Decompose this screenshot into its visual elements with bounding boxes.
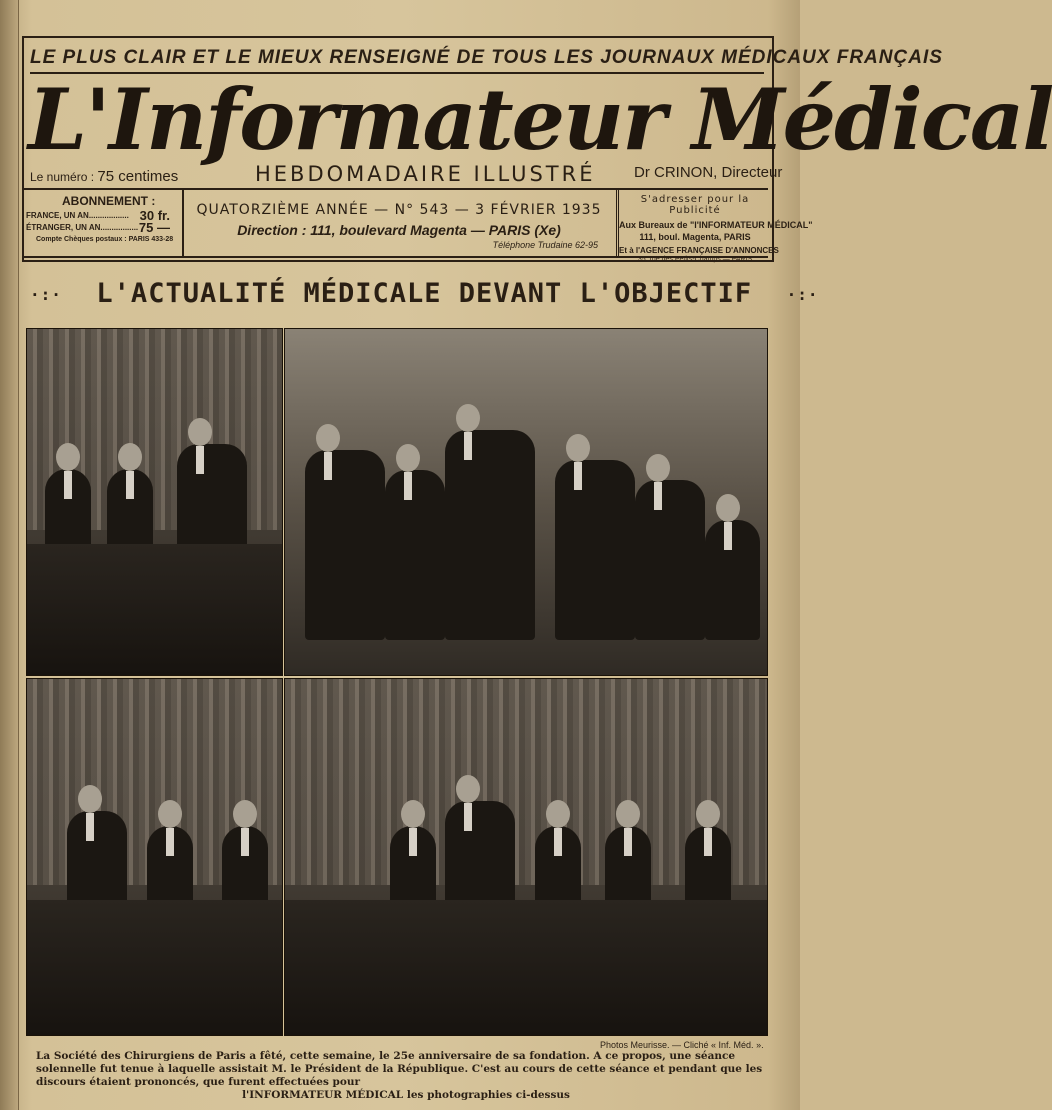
- price-value: 75 centimes: [97, 168, 179, 185]
- standing-figure: [705, 520, 760, 640]
- standing-figure: [305, 450, 385, 640]
- masthead-subtitle: HEBDOMADAIRE ILLUSTRÉ: [255, 162, 596, 186]
- advertising-line: 35, rue des Petits-Champs — PARIS: [637, 256, 753, 263]
- draped-table: [27, 900, 282, 1035]
- headline-text: L'ACTUALITÉ MÉDICALE DEVANT L'OBJECTIF: [96, 278, 753, 309]
- draped-table: [27, 544, 282, 675]
- subscription-title: ABONNEMENT :: [62, 194, 156, 208]
- photo-speech-at-table: [284, 678, 768, 1036]
- advertising-line: S'adresser pour la Publicité: [640, 194, 750, 216]
- photo-president-standing: [284, 328, 768, 676]
- masthead-slogan: LE PLUS CLAIR ET LE MIEUX RENSEIGNÉ DE TOUS LES JOURNAUX MÉDICAUX FRANÇAIS: [30, 44, 764, 74]
- subscription-label: ÉTRANGER, UN AN.................: [26, 223, 139, 232]
- photo-seated-officials: [26, 678, 283, 1036]
- photo-credit: Photos Meurisse. — Cliché « Inf. Méd. ».: [600, 1040, 764, 1050]
- newspaper-logo: L'Informateur Médical: [28, 70, 1052, 169]
- issue-info: [186, 190, 612, 256]
- photo-grid: [26, 328, 766, 1036]
- headline-ornament-right: ·:·: [786, 285, 819, 304]
- issue-year-number-date: QUATORZIÈME ANNÉE — N° 543 — 3 FÉVRIER 1935: [196, 202, 602, 218]
- direction-address: Direction : 111, boulevard Magenta — PARIS (Xe): [237, 222, 561, 238]
- caption-text: La Société des Chirurgiens de Paris a fêté, cette semaine, le 25e anniversaire de sa fondation. A ce propos, une séance solennelle fut tenue à laquelle assistait M. le Président de la République. C'est au cours de cette séance et pendant que les discours étaient prononcés, que furent effectuées pour: [36, 1050, 763, 1088]
- standing-figure: [555, 460, 635, 640]
- price-label: Le numéro :: [30, 170, 95, 184]
- standing-figure: [635, 480, 705, 640]
- photo-caption: [36, 1050, 776, 1102]
- advertising-line: 111, boul. Magenta, PARIS: [639, 232, 751, 242]
- binding-edge: [0, 0, 19, 1110]
- photo-speaker-at-podium: [26, 328, 283, 676]
- advertising-line: Aux Bureaux de "l'INFORMATEUR MÉDICAL": [619, 220, 813, 230]
- issue-price: [30, 168, 178, 185]
- subscription-value: 75 —: [138, 220, 170, 235]
- subscription-row-france: [24, 208, 182, 223]
- subscription-value: 30 fr.: [139, 208, 170, 223]
- officer-figure: [385, 470, 445, 640]
- advertising-box: [616, 190, 813, 263]
- caption-last-line: l'INFORMATEUR MÉDICAL les photographies ci-dessus: [242, 1089, 570, 1101]
- telephone-number: Téléphone Trudaine 62-95: [492, 240, 598, 250]
- subscription-row-abroad: [24, 220, 182, 235]
- advertising-line: Et à l'AGENCE FRANÇAISE D'ANNONCES: [619, 246, 779, 255]
- postal-cheque-account: Compte Chèques postaux : PARIS 433-28: [36, 236, 174, 243]
- headline-ornament-left: ·:·: [30, 285, 62, 304]
- subscription-label: FRANCE, UN AN..................: [26, 211, 129, 220]
- page-headline: [30, 278, 819, 309]
- draped-table: [285, 900, 767, 1035]
- subscription-box: [24, 190, 184, 256]
- director-name: Dr CRINON, Directeur: [634, 164, 783, 181]
- info-bar: [24, 188, 813, 263]
- president-figure: [445, 430, 535, 640]
